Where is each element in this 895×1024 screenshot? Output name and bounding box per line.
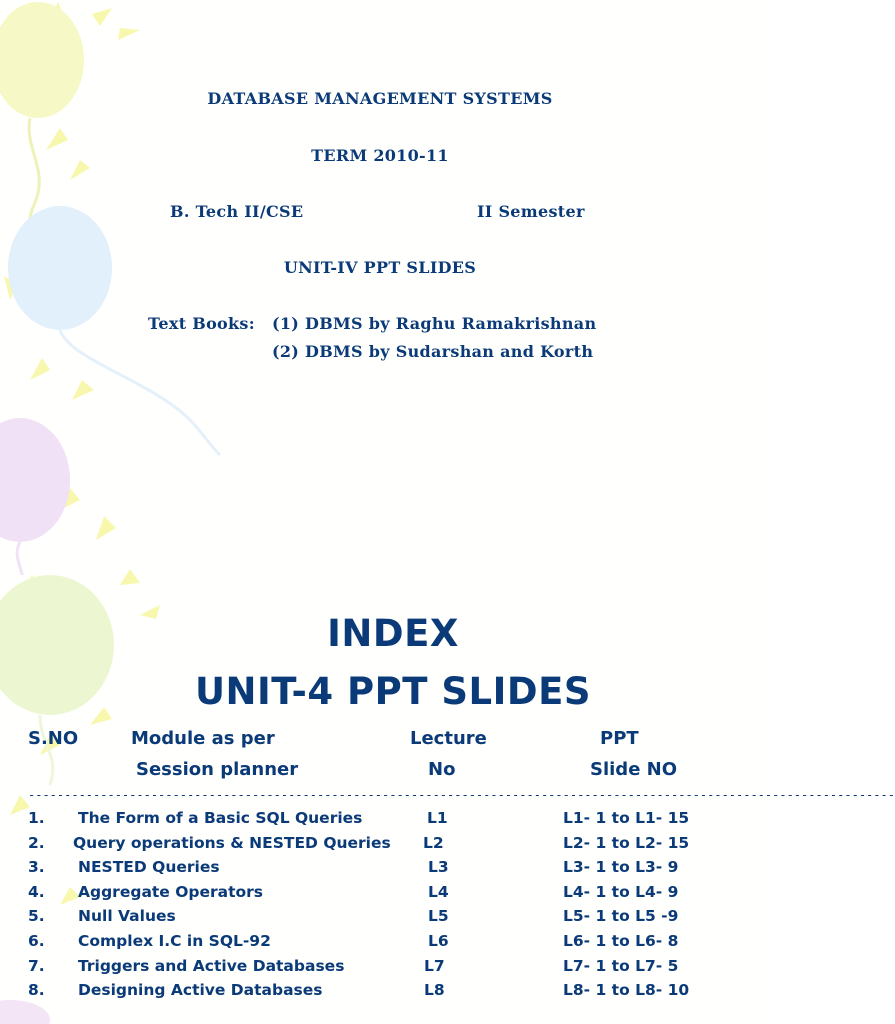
header-lecture-line2: No [428, 759, 456, 780]
row-module: The Form of a Basic SQL Queries [78, 809, 363, 827]
semester-label: II Semester [477, 202, 585, 221]
title-slide [0, 0, 768, 575]
row-number: 7. [28, 957, 45, 975]
row-module: Triggers and Active Databases [78, 957, 345, 975]
row-number: 4. [28, 883, 45, 901]
row-slides: L1- 1 to L1- 15 [563, 809, 690, 827]
row-number: 1. [28, 809, 45, 827]
course-title: DATABASE MANAGEMENT SYSTEMS [207, 89, 553, 108]
row-slides: L5- 1 to L5 -9 [563, 907, 679, 925]
unit-label: UNIT-IV PPT SLIDES [283, 258, 477, 277]
balloon-background [0, 0, 768, 575]
row-number: 3. [28, 858, 45, 876]
row-module: Complex I.C in SQL-92 [78, 932, 271, 950]
row-number: 6. [28, 932, 45, 950]
row-lecture: L6 [428, 932, 449, 950]
row-lecture: L4 [428, 883, 449, 901]
textbook-2: (2) DBMS by Sudarshan and Korth [272, 342, 594, 361]
row-number: 2. [28, 834, 45, 852]
row-number: 8. [28, 981, 45, 999]
textbooks-label: Text Books: [148, 314, 255, 333]
header-module-line2: Session planner [136, 759, 299, 780]
row-lecture: L8 [424, 981, 445, 999]
row-lecture: L2 [423, 834, 444, 852]
row-number: 5. [28, 907, 45, 925]
header-sno: S.NO [28, 728, 79, 749]
index-subtitle: UNIT-4 PPT SLIDES [194, 670, 592, 713]
row-lecture: L1 [427, 809, 448, 827]
row-lecture: L7 [424, 957, 445, 975]
row-slides: L2- 1 to L2- 15 [563, 834, 690, 852]
row-lecture: L5 [428, 907, 449, 925]
header-module-line1: Module as per [131, 728, 275, 749]
row-slides: L8- 1 to L8- 10 [563, 981, 690, 999]
textbook-1: (1) DBMS by Raghu Ramakrishnan [272, 314, 597, 333]
row-module: NESTED Queries [78, 858, 220, 876]
header-lecture-line1: Lecture [410, 728, 487, 749]
program-label: B. Tech II/CSE [170, 202, 304, 221]
row-module: Null Values [78, 907, 176, 925]
header-ppt-line1: PPT [600, 728, 639, 749]
row-module: Aggregate Operators [78, 883, 264, 901]
header-ppt-line2: Slide NO [590, 759, 678, 780]
index-title: INDEX [327, 612, 459, 655]
row-slides: L7- 1 to L7- 5 [563, 957, 679, 975]
row-slides: L6- 1 to L6- 8 [563, 932, 679, 950]
row-lecture: L3 [428, 858, 449, 876]
row-slides: L4- 1 to L4- 9 [563, 883, 679, 901]
header-separator: ------------------------------------------------------------------------------------------------------------------------ [28, 788, 895, 802]
row-slides: L3- 1 to L3- 9 [563, 858, 679, 876]
index-slide [0, 575, 895, 1024]
term-label: TERM 2010-11 [311, 146, 449, 165]
row-module: Query operations & NESTED Queries [73, 834, 391, 852]
row-module: Designing Active Databases [78, 981, 323, 999]
